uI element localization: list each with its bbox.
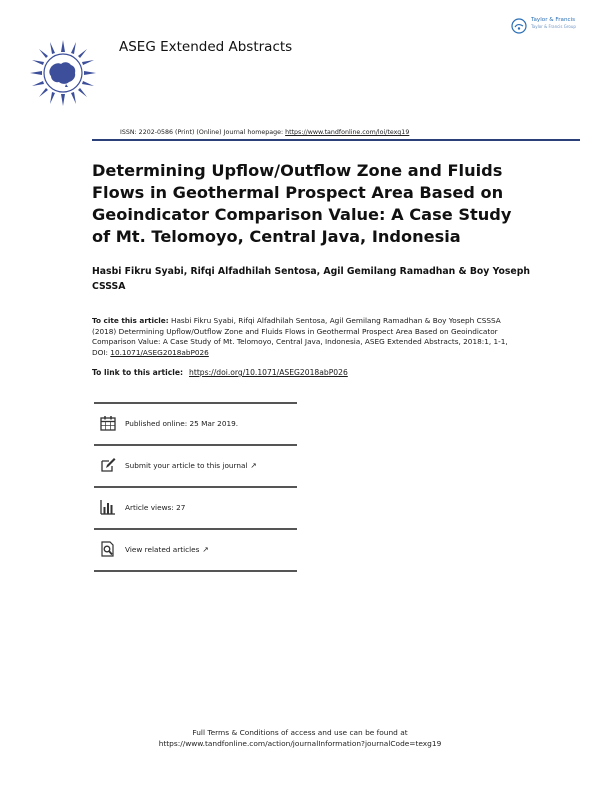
- publisher-name: Taylor & Francis: [531, 17, 576, 23]
- journal-name: ASEG Extended Abstracts: [119, 39, 293, 55]
- calendar-icon: [100, 415, 116, 431]
- link-label: To link to this article:: [92, 368, 184, 377]
- submit-article-label: Submit your article to this journal: [125, 461, 248, 470]
- article-views: Article views: 27: [125, 503, 186, 512]
- divider: [94, 402, 297, 404]
- footer-terms-link[interactable]: https://www.tandfonline.com/action/journalInformation?journalCode=texg19: [158, 739, 442, 748]
- published-online: Published online: 25 Mar 2019.: [125, 419, 239, 428]
- external-link-icon: ↗: [202, 545, 209, 554]
- divider: [94, 444, 297, 446]
- divider: [94, 528, 297, 530]
- article-title: Determining Upflow/Outflow Zone and Fluids Flows in Geothermal Prospect Area Based on Geoindicator Comparison Value: A Case Study of Mt. Telomoyo, Central Java, Indonesia: [92, 161, 512, 246]
- article-authors: Hasbi Fikru Syabi, Rifqi Alfadhilah Sentosa, Agil Gemilang Ramadhan & Boy Yoseph CSSSA: [92, 266, 530, 292]
- cite-text: Hasbi Fikru Syabi, Rifqi Alfadhilah Sentosa, Agil Gemilang Ramadhan & Boy Yoseph CSSSA (2018) Determining Upflow/Outflow Zone and Fluids Flows in Geothermal Prospect Area Based on Geoindicator Comparison Value: A Case Study of Mt. Telomoyo, Central Java, Indonesia, ASEG Extended Abstracts, 2018:1, 1-1, DOI:: [92, 316, 508, 357]
- header-rule: [92, 139, 580, 141]
- article-doi-link[interactable]: https://doi.org/10.1071/ASEG2018abP026: [189, 368, 348, 377]
- footer: [0, 727, 600, 749]
- bar-chart-icon: [100, 499, 116, 515]
- divider: [94, 486, 297, 488]
- publisher-logo-text: [531, 17, 576, 30]
- cite-doi-link[interactable]: 10.1071/ASEG2018abP026: [110, 347, 209, 357]
- submit-article-link[interactable]: [125, 461, 257, 470]
- publisher-group: Taylor & Francis Group: [531, 23, 576, 29]
- external-link-icon: ↗: [250, 461, 257, 470]
- cite-label: To cite this article:: [92, 316, 169, 325]
- edit-icon: [100, 457, 116, 473]
- taylor-francis-logo[interactable]: [509, 14, 581, 38]
- taylor-francis-logo-icon: [511, 18, 527, 34]
- divider: [94, 570, 297, 572]
- journal-homepage-link[interactable]: https://www.tandfonline.com/loi/texg19: [285, 129, 410, 136]
- citation-block: [92, 316, 522, 358]
- related-articles-link[interactable]: [125, 545, 209, 554]
- issn-text: ISSN: 2202-0586 (Print) (Online) Journal homepage:: [120, 129, 286, 136]
- related-articles-label: View related articles: [125, 545, 200, 554]
- article-link-line: [92, 368, 348, 377]
- footer-terms: Full Terms & Conditions of access and use can be found at: [192, 728, 408, 737]
- aseg-logo-icon: [28, 38, 98, 108]
- search-document-icon: [100, 541, 116, 557]
- issn-line: [120, 129, 409, 136]
